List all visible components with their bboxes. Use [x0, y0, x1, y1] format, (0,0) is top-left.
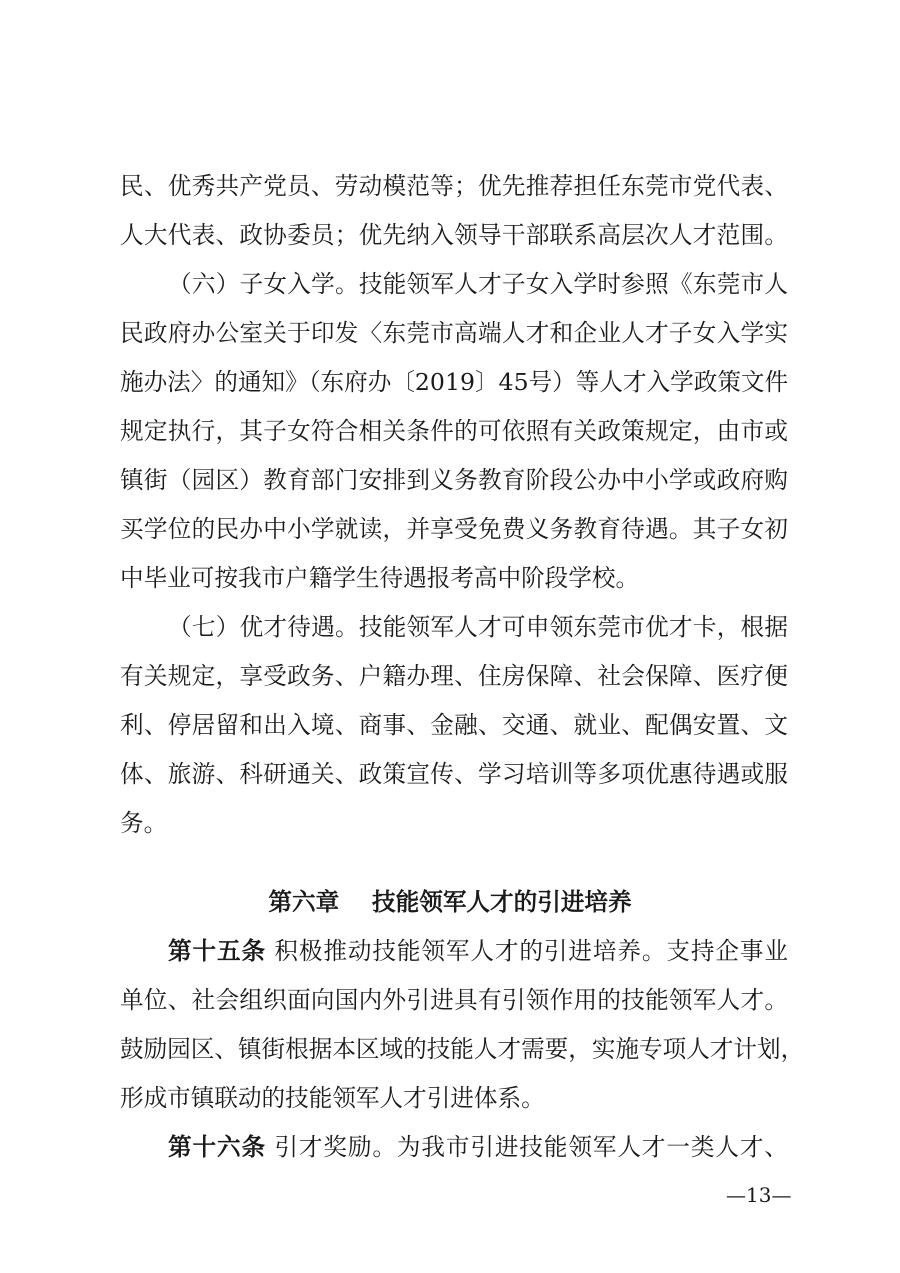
text-line: 有关规定，享受政务、户籍办理、住房保障、社会保障、医疗便 [120, 662, 788, 690]
text-line: 引才奖励。为我市引进技能领军人才一类人才、 [274, 1133, 788, 1161]
text-line: 施办法〉的通知》（东府办〔2019〕45号）等人才入学政策文件 [120, 368, 789, 396]
article-label: 第十五条 [168, 937, 266, 965]
text-line: 积极推动技能领军人才的引进培养。支持企事业 [274, 937, 788, 965]
article-16-first-line [120, 1132, 788, 1162]
text-line: 形成市镇联动的技能领军人才引进体系。 [120, 1084, 545, 1112]
text-line: 民、优秀共产党员、劳动模范等；优先推荐担任东莞市党代表、 [120, 172, 788, 200]
text-line: 单位、社会组织面向国内外引进具有引领作用的技能领军人才。 [120, 986, 788, 1014]
text-line: 体、旅游、科研通关、政策宣传、学习培训等多项优惠待遇或服 [120, 760, 788, 788]
page-number: —13— [726, 1183, 792, 1207]
chapter-number: 第六章 [268, 888, 340, 916]
chapter-title: 技能领军人才的引进培养 [372, 888, 632, 916]
text-line: 人大代表、政协委员；优先纳入领导干部联系高层次人才范围。 [120, 221, 788, 249]
article-label: 第十六条 [168, 1133, 266, 1161]
text-line: 镇街（园区）教育部门安排到义务教育阶段公办中小学或政府购 [120, 466, 788, 494]
text-line: 鼓励园区、镇街根据本区域的技能人才需要，实施专项人才计划， [120, 1035, 805, 1063]
article-15-first-line [120, 936, 788, 966]
text-line: 中毕业可按我市户籍学生待遇报考高中阶段学校。 [120, 564, 640, 592]
text-line: 利、停居留和出入境、商事、金融、交通、就业、配偶安置、文 [120, 711, 788, 739]
text-line: 规定执行，其子女符合相关条件的可依照有关政策规定，由市或 [120, 417, 788, 445]
chapter-heading [0, 887, 900, 917]
text-line: 民政府办公室关于印发〈东莞市高端人才和企业人才子女入学实 [120, 319, 788, 347]
text-line: （七）优才待遇。技能领军人才可申领东莞市优才卡，根据 [168, 613, 788, 641]
text-line: 买学位的民办中小学就读，并享受免费义务教育待遇。其子女初 [120, 515, 788, 543]
text-line: 务。 [120, 809, 168, 837]
text-line: （六）子女入学。技能领军人才子女入学时参照《东莞市人 [168, 270, 788, 298]
